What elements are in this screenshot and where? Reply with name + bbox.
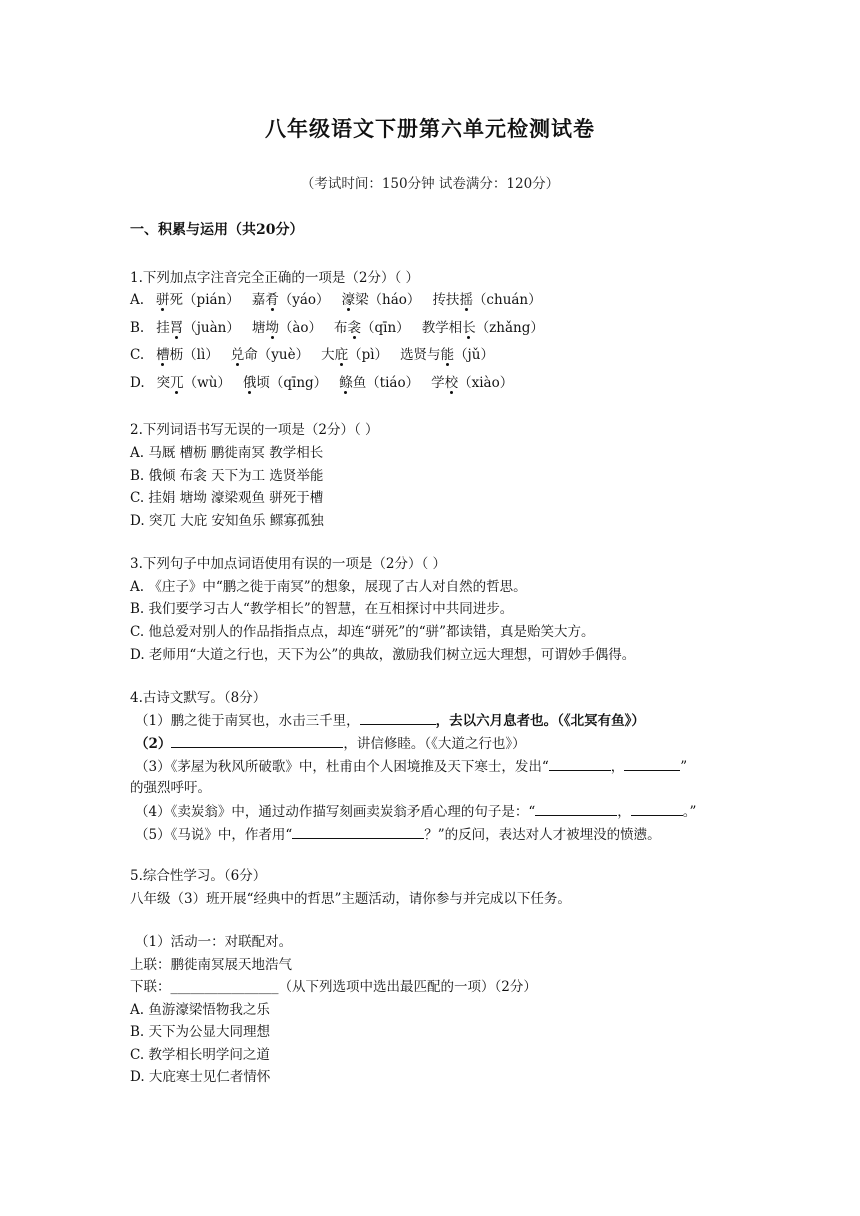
q1-option-d (130, 373, 513, 393)
q1-option-b (130, 318, 544, 338)
pinyin-item: 学校（xiào） (431, 375, 514, 391)
q5-stem: 5.综合性学习。（6分） (130, 868, 267, 884)
answer-blank[interactable] (171, 733, 343, 748)
q5-option-a: A. 鱼游濠梁悟物我之乐 (130, 1002, 270, 1018)
emphasized-char: 校 (444, 375, 459, 391)
q1-option-a (130, 290, 542, 310)
q3-option-a: A. 《庄子》中“鹏之徙于南冥”的想象，展现了古人对自然的哲思。 (130, 579, 527, 595)
pinyin-item: 鲦鱼（tiáo） (339, 375, 420, 391)
emphasized-char: 濠 (341, 292, 356, 308)
page-title: 八年级语文下册第六单元检测试卷 (265, 116, 595, 141)
exam-info: （考试时间：150分钟 试卷满分：120分） (300, 176, 560, 192)
pinyin-item: 选贤与能（jǔ） (400, 347, 494, 363)
answer-blank[interactable] (535, 801, 617, 816)
pinyin-item: 兑命（yuè） (230, 347, 310, 363)
q5-option-c: C. 教学相长明学问之道 (130, 1047, 270, 1063)
emphasized-char: 肴 (265, 292, 279, 308)
q3-option-d: D. 老师用“大道之行也，天下为公”的典故，激励我们树立远大理想，可谓妙手偶得。 (130, 647, 636, 663)
pinyin-item: 教学相长（zhǎng） (421, 320, 544, 336)
answer-blank[interactable] (631, 801, 683, 816)
q1-option-c (130, 345, 494, 365)
emphasized-char: 槽 (156, 347, 170, 363)
option-letter: B. (130, 320, 145, 336)
q4-item-3: （3）《茅屋为秋风所破歌》中，杜甫由个人困境推及天下寒士，发出“ ， ” (135, 756, 687, 777)
couplet-lower: 下联：________________（从下列选项中选出最匹配的一项）（2分） (130, 979, 537, 995)
pinyin-item: 骈死（pián） (156, 292, 240, 308)
answer-blank[interactable] (292, 824, 424, 839)
q4-item-2: （2） ，讲信修睦。（《大道之行也》） (135, 733, 526, 754)
emphasized-char: 长 (462, 320, 476, 336)
q3-option-c: C. 他总爱对别人的作品指指点点，却连“骈死”的“骈”都读错，真是贻笑大方。 (130, 624, 595, 640)
emphasized-char: 罥 (169, 320, 184, 336)
emphasized-char: 兑 (230, 347, 245, 363)
emphasized-char: 俄 (242, 375, 257, 391)
q3-stem: 3.下列句子中加点词语使用有误的一项是（2分）（ ） (130, 556, 447, 572)
emphasized-char: 鲦 (339, 375, 353, 391)
q4-item-3-cont: 的强烈呼吁。 (130, 780, 211, 796)
q4-item-4: （4）《卖炭翁》中，通过动作描写刻画卖炭翁矛盾心理的句子是：“ ， 。” (135, 801, 696, 822)
option-letter: A. (130, 292, 145, 308)
pinyin-item: 塘坳（ào） (251, 320, 323, 336)
pinyin-item: 挂罥（juàn） (156, 320, 240, 336)
pinyin-item: 抟扶摇（chuán） (432, 292, 542, 308)
option-letter: C. (130, 347, 145, 363)
q1-stem: 1.下列加点字注音完全正确的一项是（2分）（ ） (130, 270, 420, 286)
answer-blank[interactable] (360, 710, 436, 725)
q2-option-a: A. 马厩 槽枥 鹏徙南冥 教学相长 (130, 445, 324, 461)
emphasized-char: 庇 (334, 347, 349, 363)
pinyin-item: 大庇（pì） (321, 347, 389, 363)
emphasized-char: 骈 (156, 292, 170, 308)
q2-stem: 2.下列词语书写无误的一项是（2分）（ ） (130, 422, 379, 438)
q4-stem: 4.古诗文默写。（8分） (130, 690, 267, 706)
q5-intro: 八年级（3）班开展“经典中的哲思”主题活动，请你参与并完成以下任务。 (130, 891, 571, 907)
pinyin-item: 濠梁（háo） (341, 292, 421, 308)
section-heading: 一、积累与运用（共20分） (130, 222, 304, 238)
q2-option-c: C. 挂娟 塘坳 濠梁观鱼 骈死于槽 (130, 490, 324, 506)
pinyin-item: 布衾（qīn） (334, 320, 410, 336)
emphasized-char: 能 (440, 347, 455, 363)
pinyin-item: 嘉肴（yáo） (251, 292, 330, 308)
q3-option-b: B. 我们要学习古人“教学相长”的智慧，在互相探讨中共同进步。 (130, 601, 514, 617)
emphasized-char: 坳 (265, 320, 279, 336)
pinyin-item: 俄顷（qīng） (242, 375, 328, 391)
q5-activity-1: （1）活动一：对联配对。 (135, 934, 293, 950)
q4-item-5: （5）《马说》中，作者用“ ？”的反问，表达对人才被埋没的愤懑。 (135, 824, 661, 845)
q5-option-b: B. 天下为公显大同理想 (130, 1024, 271, 1040)
q5-option-d: D. 大庇寒士见仁者情怀 (130, 1069, 271, 1085)
couplet-upper: 上联：鹏徙南冥展天地浩气 (130, 957, 292, 973)
emphasized-char: 摇 (459, 292, 473, 308)
pinyin-item: 槽枥（lì） (156, 347, 219, 363)
q2-option-d: D. 突兀 大庇 安知鱼乐 鳏寡孤独 (130, 513, 324, 529)
emphasized-char: 衾 (347, 320, 362, 336)
q4-item-1: （1）鹏之徙于南冥也，水击三千里， ，去以六月息者也。（《北冥有鱼》） (135, 710, 645, 731)
q2-option-b: B. 俄倾 布衾 天下为工 选贤举能 (130, 468, 324, 484)
option-letter: D. (130, 375, 145, 391)
answer-blank[interactable] (549, 756, 611, 771)
answer-blank[interactable] (624, 756, 680, 771)
emphasized-char: 兀 (170, 375, 184, 391)
pinyin-item: 突兀（wù） (156, 375, 231, 391)
